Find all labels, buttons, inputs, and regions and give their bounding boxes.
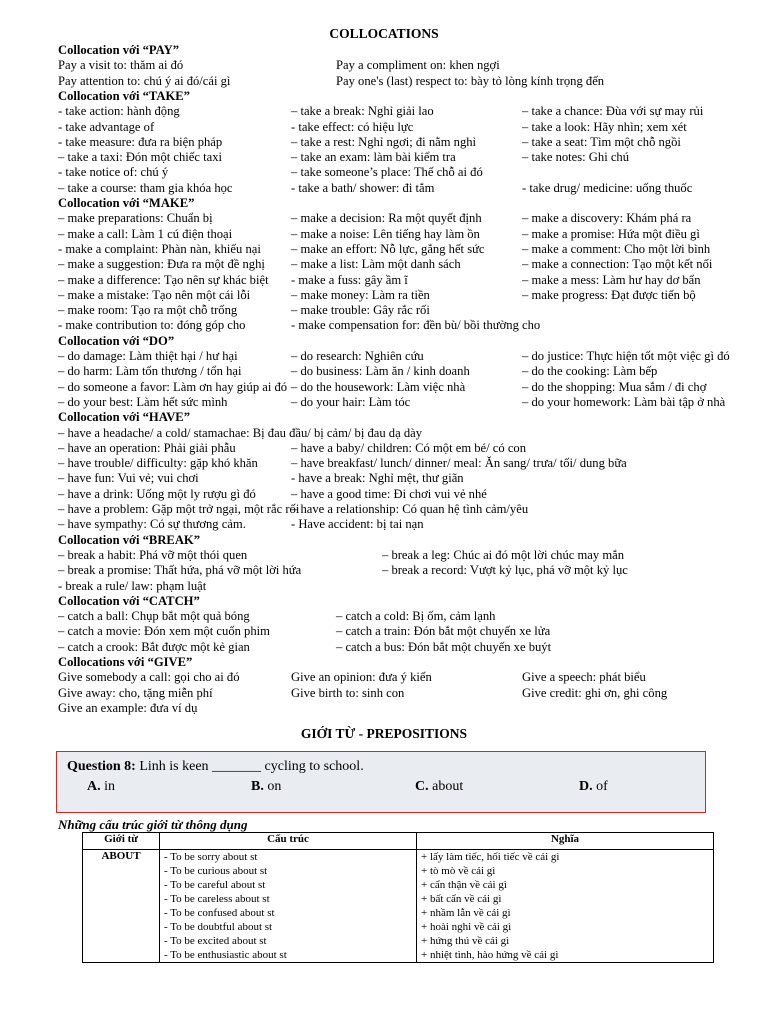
table-row [83, 850, 714, 963]
collocation-entry: – have a good time: Đi chơi vui vẻ nhé [291, 486, 487, 501]
collocation-entry: – do justice: Thực hiện tốt một việc gì đó [522, 349, 730, 363]
question-line [67, 759, 364, 775]
collocation-entry: - take drug/ medicine: uống thuốc [522, 180, 693, 195]
structure-item: - To be excited about st [164, 935, 267, 947]
meaning-item: + hoài nghi về cái gì [421, 921, 512, 933]
collocation-entry: – make room: Tạo ra một chỗ trống [58, 303, 238, 318]
collocation-entry: – have breakfast/ lunch/ dinner/ meal: Ăn sang/ trưa/ tối/ dung bữa [291, 456, 627, 471]
collocation-entry: – take a chance: Đùa với sự may rủi [522, 104, 704, 119]
collocation-entry: – do damage: Làm thiệt hại / hư hại [58, 349, 238, 363]
structure-item: - To be doubtful about st [164, 921, 273, 933]
collocation-entry: – take a taxi: Đón một chiếc taxi [58, 150, 223, 165]
collocation-entry: Pay attention to: chú ý ai đó/cái gì [58, 73, 231, 88]
section-heading: Collocation với “BREAK” [58, 532, 201, 547]
collocation-entry: – catch a train: Đón bắt một chuyến xe lửa [336, 624, 551, 639]
option-b[interactable]: B. on [251, 779, 282, 794]
collocation-entry: – do business: Làm ăn / kinh doanh [291, 364, 470, 379]
collocation-entry: – do your hair: Làm tóc [291, 394, 411, 409]
collocation-entry: – take notes: Ghi chú [522, 150, 630, 165]
collocation-entry: – take a seat: Tìm một chỗ ngồi [522, 134, 681, 149]
question-box [56, 751, 706, 813]
collocation-entry: Pay a compliment on: khen ngợi [336, 58, 500, 73]
collocation-entry: – make an effort: Nỗ lực, gắng hết sức [291, 241, 485, 256]
structure-cell [160, 850, 417, 963]
structure-item: - To be confused about st [164, 907, 275, 919]
collocation-entry: – make a suggestion: Đưa ra một đề nghị [58, 257, 265, 272]
collocation-entry: – make a difference: Tạo nên sự khác biệt [58, 272, 269, 287]
collocation-entry: - make contribution to: đóng góp cho [58, 318, 246, 333]
collocation-entry: - make compensation for: đền bù/ bồi thường cho [291, 318, 541, 333]
collocation-entry: – make a noise: Lên tiếng hay làm ồn [291, 226, 480, 241]
collocation-entry: – make a promise: Hứa một điều gì [522, 226, 700, 241]
collocation-entry: – do the shopping: Mua sắm / đi chợ [522, 379, 707, 394]
collocation-entry: – make a connection: Tạo một kết nối [522, 257, 713, 272]
collocation-entry: – take a break: Nghỉ giải lao [291, 104, 434, 119]
section-heading: Collocation với “TAKE” [58, 88, 190, 103]
collocation-entry: – do your homework: Làm bài tập ở nhà [522, 394, 726, 409]
collocation-entry: – have sympathy: Có sự thương cảm. [58, 517, 246, 532]
collocation-entry: – have fun: Vui vẻ; vui chơi [58, 471, 199, 486]
structure-item: - To be careful about st [164, 879, 266, 891]
collocation-entry: – have an operation: Phải giải phẫu [58, 440, 236, 455]
collocation-entry: – catch a crook: Bắt được một kẻ gian [58, 639, 250, 654]
collocation-entry: - take action: hành động [58, 104, 180, 119]
collocation-entry: – make a call: Làm 1 cú điện thoại [58, 226, 233, 241]
collocation-entry: – have trouble/ difficulty: gặp khó khăn [58, 456, 258, 471]
header-meaning: Nghĩa [417, 833, 714, 850]
structure-item: - To be sorry about st [164, 851, 258, 863]
collocation-entry: – do your best: Làm hết sức mình [58, 394, 228, 409]
preposition-cell: ABOUT [83, 850, 160, 963]
collocation-entry: – make progress: Đạt được tiến bộ [522, 287, 696, 302]
collocation-entry: – break a habit: Phá vỡ một thói quen [58, 547, 248, 562]
collocation-entry: – take someone’s place: Thế chỗ ai đó [291, 165, 483, 180]
structure-item: - To be enthusiastic about st [164, 949, 287, 961]
section-heading: Collocations với “GIVE” [58, 655, 193, 669]
table-title: Những cấu trúc giới từ thông dụng [58, 817, 248, 832]
collocation-entry: – do the housework: Làm việc nhà [291, 379, 466, 394]
collocation-entry: – do research: Nghiên cứu [291, 349, 424, 363]
option-a[interactable]: A. in [87, 779, 116, 794]
collocation-entry: – do the cooking: Làm bếp [522, 364, 658, 379]
collocation-entry: Give credit: ghi ơn, ghi công [522, 685, 668, 700]
option-c[interactable]: C. about [415, 779, 464, 794]
collocation-entry: – make a decision: Ra một quyết định [291, 211, 482, 226]
collocation-entry: - take effect: có hiệu lực [291, 119, 414, 134]
collocation-entry: - take a bath/ shower: đi tắm [291, 180, 435, 195]
collocation-entry: - take advantage of [58, 119, 155, 134]
collocation-entry: Give birth to: sinh con [291, 685, 405, 700]
collocation-entry: – catch a bus: Đón bắt một chuyến xe buýt [336, 639, 552, 654]
collocation-entry: – catch a ball: Chụp bắt một quả bóng [58, 609, 250, 624]
collocation-entry: – take an exam: làm bài kiểm tra [291, 150, 456, 165]
meaning-item: + cẩn thận về cái gì [421, 879, 507, 891]
collocation-entry: – do someone a favor: Làm ơn hay giúp ai đó [58, 379, 288, 394]
collocation-entry: – catch a cold: Bị ốm, cảm lạnh [336, 609, 496, 624]
collocation-entry: Give away: cho, tặng miễn phí [58, 685, 213, 700]
collocation-entry: – do harm: Làm tổn thương / tổn hại [58, 364, 242, 379]
section-heading: Collocation với “CATCH” [58, 593, 200, 608]
collocation-entry: – make a discovery: Khám phá ra [522, 211, 692, 226]
question-label: Question 8: [67, 759, 136, 774]
header-structure: Cấu trúc [160, 833, 417, 850]
page-title: COLLOCATIONS [329, 26, 439, 41]
collocation-entry: - Have accident: bị tai nạn [291, 517, 424, 532]
section-heading: Collocation với “PAY” [58, 43, 180, 57]
collocation-entry: – have a headache/ a cold/ stamachae: Bị đau đầu/ bị cảm/ bị đau dạ dày [58, 425, 423, 440]
structure-item: - To be curious about st [164, 865, 268, 877]
collocation-entry: Pay one's (last) respect to: bày tỏ lòng kính trọng đến [336, 73, 605, 88]
collocation-entry: – catch a movie: Đón xem một cuốn phim [58, 624, 270, 639]
collocation-entry: – make a mistake: Tạo nên một cái lỗi [58, 287, 251, 302]
section-heading: Collocation với “HAVE” [58, 410, 190, 425]
structure-item: - To be careless about st [164, 893, 270, 905]
collocation-entry: – have a drink: Uống một ly rượu gì đó [58, 486, 256, 501]
collocation-entry: – break a promise: Thất hứa, phá vỡ một lời hứa [58, 563, 302, 578]
collocation-entry: – break a record: Vượt kỷ lục, phá vỡ một kỷ lục [382, 563, 628, 578]
collocation-entry: - have a break: Nghỉ mệt, thư giãn [291, 471, 464, 486]
table-header-row [83, 833, 714, 850]
collocation-entry: – make trouble: Gây rắc rối [291, 303, 430, 318]
collocation-entry: – take a rest: Nghỉ ngơi; đi nằm nghỉ [291, 134, 477, 149]
meaning-item: + nhiệt tình, hào hứng về cái gì [421, 949, 559, 961]
collocation-entry: – have a baby/ children: Có một em bé/ có con [291, 440, 527, 455]
collocation-entry: – have a problem: Gặp một trở ngại, một rắc rối [58, 502, 300, 516]
collocation-entry: Give an example: đưa ví dụ [58, 700, 198, 715]
collocation-entry: – make money: Làm ra tiền [291, 287, 430, 302]
prepositions-title: GIỚI TỪ - PREPOSITIONS [300, 726, 468, 741]
option-d[interactable]: D. of [579, 779, 608, 794]
collocation-entry: - make a fuss: gây ầm ĩ [291, 272, 408, 287]
collocation-entry: – make a mess: Làm hư hay dơ bẩn [522, 272, 701, 287]
collocation-entry: Pay a visit to: thăm ai đó [58, 58, 184, 73]
collocation-entry: Give a speech: phát biểu [522, 670, 646, 685]
question-text: Linh is keen _______ cycling to school. [135, 759, 364, 774]
collocation-entry: – have a relationship: Có quan hệ tình cảm/yêu [291, 502, 529, 516]
meaning-item: + bất cẩn về cái gì [421, 893, 502, 905]
collocation-entry: - make a complaint: Phàn nàn, khiếu nại [58, 241, 261, 256]
section-heading: Collocation với “MAKE” [58, 196, 195, 210]
collocation-entry: - break a rule/ law: phạm luật [58, 578, 207, 593]
collocation-entry: – take a look: Hãy nhìn; xem xét [522, 119, 687, 134]
collocation-entry: Give somebody a call: gọi cho ai đó [58, 670, 240, 685]
collocation-entry: Give an opinion: đưa ý kiến [291, 670, 432, 685]
meaning-item: + hứng thú về cái gì [421, 935, 510, 947]
collocation-entry: – break a leg: Chúc ai đó một lời chúc may mắn [382, 547, 625, 562]
collocation-entry: – make preparations: Chuẩn bị [58, 211, 213, 226]
meaning-item: + tò mò về cái gì [421, 865, 496, 877]
meaning-item: + nhầm lẫn về cái gì [421, 907, 511, 919]
meaning-item: + lấy làm tiếc, hối tiếc về cái gì [421, 851, 560, 863]
collocation-entry: - take measure: đưa ra biện pháp [58, 134, 223, 149]
collocation-entry: – take a course: tham gia khóa học [58, 180, 233, 195]
prepositions-table [82, 832, 714, 963]
meaning-cell [417, 850, 714, 963]
section-heading: Collocation với “DO” [58, 333, 175, 348]
collocation-entry: - take notice of: chú ý [58, 165, 169, 180]
header-preposition: Giới từ [83, 833, 160, 850]
collocation-entry: – make a comment: Cho một lời bình [522, 241, 711, 256]
collocation-entry: – make a list: Làm một danh sách [291, 257, 461, 272]
